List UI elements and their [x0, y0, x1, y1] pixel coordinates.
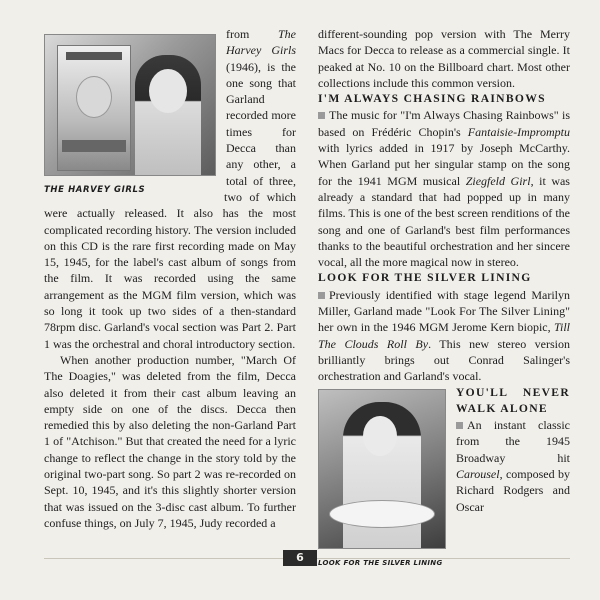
silver-lining-photo [318, 389, 446, 549]
heading-silver-lining: LOOK FOR THE SILVER LINING [318, 271, 532, 285]
paragraph-chasing-rainbows [318, 107, 570, 270]
singer-face [363, 416, 397, 456]
paragraph-lead: from [226, 27, 278, 41]
paragraph-silver-lining [318, 287, 570, 385]
text-segment: , composed by Richard Rodgers and Oscar [456, 467, 570, 514]
paragraph-body: (1946), is the one song that Garland recorded more times for Decca than any other, a total of three, two of which were actually released. It also has the most complicated recording history. The version included on this CD is the rare first recording made on May 15, 1945, for the label's cast album of songs from the film. It was recorded using the same arrangement as the MGM film version, which was so long it took up two sides of a then-standard 78rpm disc. Garland's vocal section was Part 2. Part 1 was the orchestral and choral introductory section. [44, 59, 296, 351]
text-segment: Previously identified with stage legend Marilyn Miller, Garland made "Look For The Silver Lining" her own in the 1946 MGM Jerome Kern biopic, [318, 287, 570, 335]
film-title-ziegfeld-girl: Ziegfeld Girl [465, 173, 531, 188]
page-number: 6 [283, 550, 317, 566]
dish-plate [329, 500, 435, 528]
album-cover-label-band [62, 140, 126, 152]
text-segment: . This new stereo version brilliantly brings out Conrad Salinger's orchestration and Garland's vocal. [318, 336, 570, 384]
heading-never-walk-alone: YOU'LL NEVER WALK ALONE [456, 385, 570, 415]
singer-face [149, 69, 187, 113]
harvey-girls-photo [44, 34, 216, 176]
square-bullet-icon [318, 112, 325, 119]
text-segment: An instant classic from the 1945 Broadway hit [456, 418, 570, 465]
show-title-carousel: Carousel [456, 467, 500, 482]
text-segment: with lyrics added in 1917 by Joseph McCarthy. When Garland put her singular stamp on the song for the 1941 MGM musical [318, 141, 570, 188]
text-segment: , it was already a standard that had popped up in many films. This is one of the best screen renditions of the song and one of Garland's best film performances thanks to the beautiful orchestration and her sincere vocal, all the more magical now in stereo. [318, 173, 570, 270]
work-title-fantaisie: Fantaisie-Impromptu [467, 124, 570, 139]
photo-caption-silver-lining: LOOK FOR THE SILVER LINING [318, 558, 443, 567]
album-cover-portrait [76, 76, 112, 118]
square-bullet-icon [456, 422, 463, 429]
text-segment: The music for "I'm Always Chasing Rainbows" is based on Frédéric Chopin's [318, 108, 570, 139]
paragraph-doagies: When another production number, "March Of The Doagies," was deleted from the film, Decca also deleted it from their cast album leaving an empty side on one of the discs. Decca then remedied this by also deleting the non-Garland Part 1 of "Atchison." But that created the need for a lyric change to reflect the change in the story told by the original two-part song. So part 2 was re-recorded on Sept. 10, 1945, and it's this slightly shorter version that was issued on the 3-disc cast album. To further confuse things, on July 7, 1945, Judy recorded a [44, 352, 296, 530]
photo-caption-harvey-girls: THE HARVEY GIRLS [44, 185, 146, 195]
singer-figure [135, 55, 201, 176]
lower-wrap [318, 385, 570, 567]
left-column [44, 26, 296, 531]
right-column [318, 26, 570, 571]
square-bullet-icon [318, 292, 325, 299]
film-title-till-the-clouds: Till The Clouds Roll By [318, 320, 570, 351]
film-title-harvey-girls: The Harvey Girls [226, 27, 296, 58]
heading-chasing-rainbows: I'M ALWAYS CHASING RAINBOWS [318, 92, 546, 106]
album-cover-title-band [66, 52, 122, 60]
album-cover-in-photo [57, 45, 131, 171]
paragraph-merry-macs: different-sounding pop version with The Merry Macs for Decca to release as a commercial single. It peaked at No. 10 on the Billboard chart. Most other collections include this common version. [318, 27, 570, 90]
